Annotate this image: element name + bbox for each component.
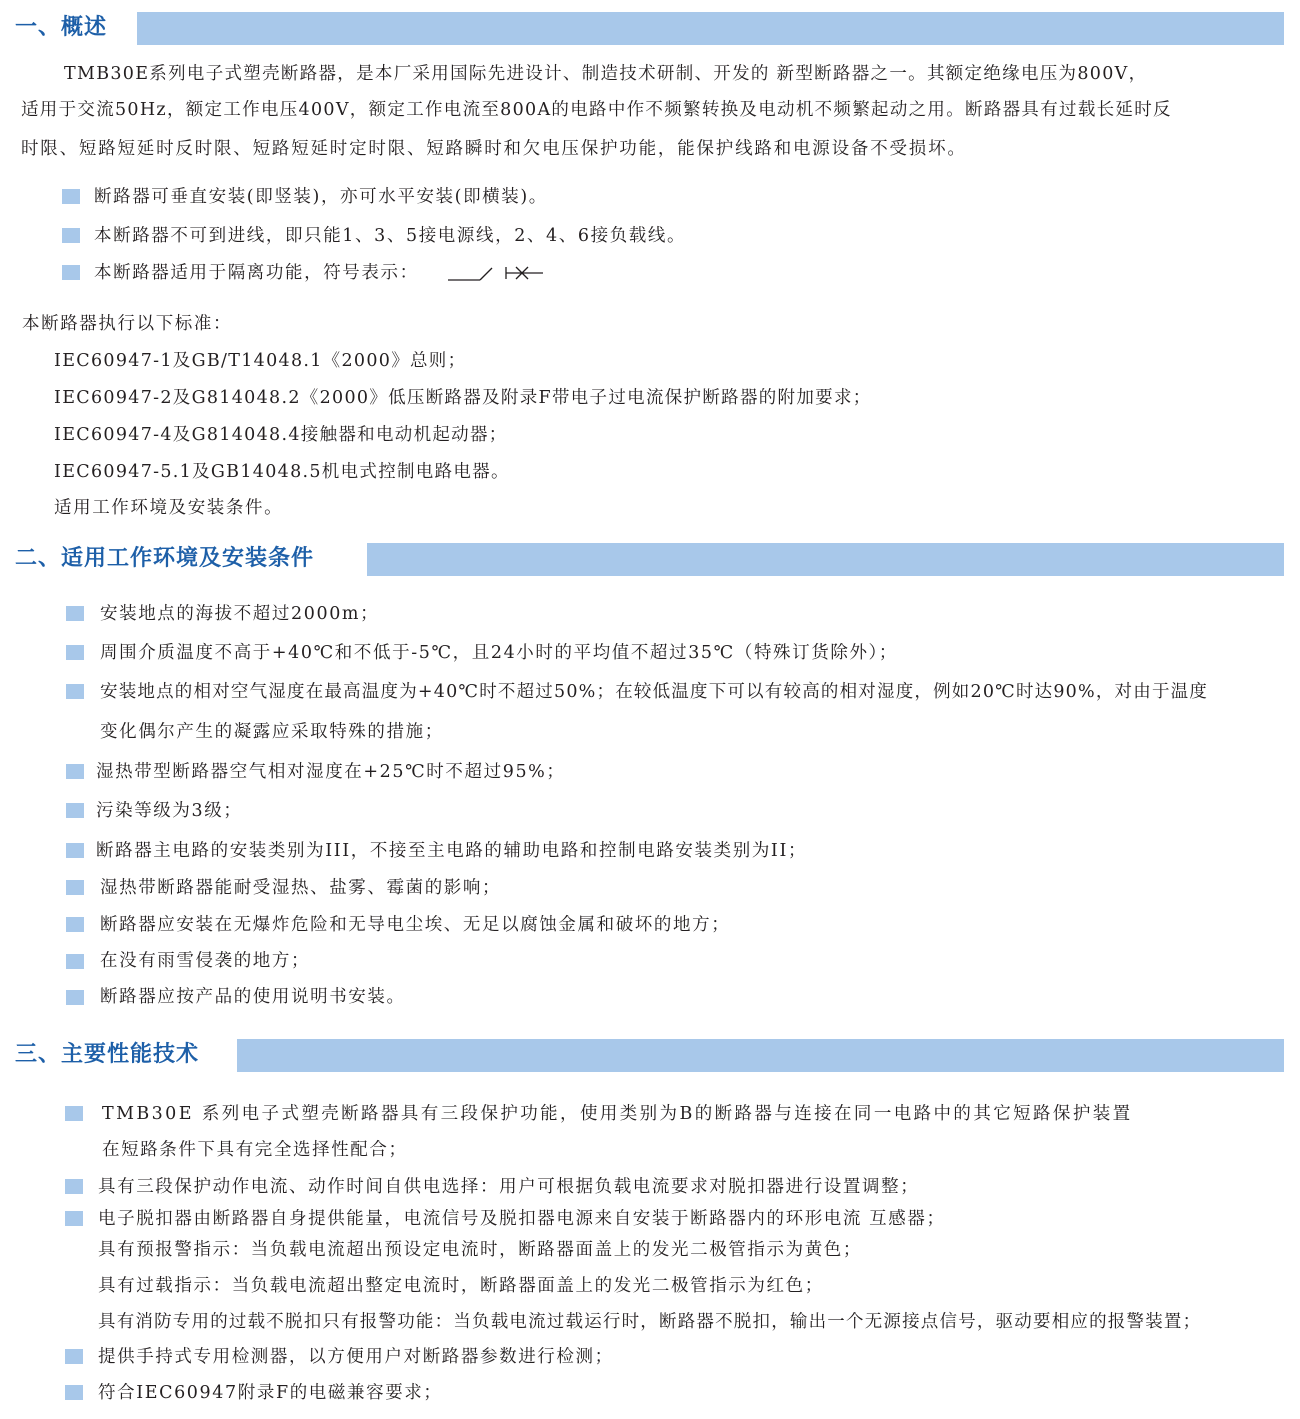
section-header-bar bbox=[367, 543, 1284, 576]
bullet-square-icon bbox=[65, 1349, 83, 1364]
bullet-text: 本断路器适用于隔离功能，符号表示： bbox=[94, 263, 419, 283]
standards-intro: 本断路器执行以下标准： bbox=[22, 314, 233, 334]
bullet-square-icon bbox=[66, 954, 84, 969]
bullet-square-icon bbox=[66, 764, 84, 779]
intro-line: 适用于交流50Hz，额定工作电压400V，额定工作电流至800A的电路中作不频繁转换及电动机不频繁起动之用。断路器具有过载长延时反 bbox=[21, 100, 1172, 120]
section-header bbox=[0, 543, 1300, 577]
bullet-text: 符合IEC60947附录F的电磁兼容要求； bbox=[98, 1383, 443, 1403]
bullet-square-icon bbox=[65, 1106, 83, 1121]
bullet-square-icon bbox=[66, 684, 84, 699]
section-header bbox=[0, 12, 1300, 46]
isolator-symbol-icon bbox=[446, 262, 546, 284]
section-title: 二、适用工作环境及安装条件 bbox=[15, 546, 315, 571]
bullet-square-icon bbox=[66, 880, 84, 895]
standard-item: 适用工作环境及安装条件。 bbox=[54, 498, 284, 518]
bullet-text-continued: 在短路条件下具有完全选择性配合； bbox=[102, 1140, 408, 1160]
bullet-square-icon bbox=[65, 1385, 83, 1400]
bullet-text: 本断路器不可到进线，即只能1、3、5接电源线，2、4、6接负载线。 bbox=[94, 226, 687, 246]
bullet-square-icon bbox=[65, 1179, 83, 1194]
bullet-text: 提供手持式专用检测器，以方便用户对断路器参数进行检测； bbox=[98, 1347, 614, 1367]
bullet-text: 断路器主电路的安装类别为III，不接至主电路的辅助电路和控制电路安装类别为II； bbox=[96, 841, 808, 861]
bullet-text-continued: 变化偶尔产生的凝露应采取特殊的措施； bbox=[100, 722, 444, 742]
intro-line: 时限、短路短延时反时限、短路短延时定时限、短路瞬时和欠电压保护功能，能保护线路和电源设备不受损坏。 bbox=[21, 139, 967, 159]
bullet-text: 断路器应安装在无爆炸危险和无导电尘埃、无足以腐蚀金属和破坏的地方； bbox=[100, 915, 731, 935]
bullet-square-icon bbox=[66, 645, 84, 660]
section-header bbox=[0, 1039, 1300, 1073]
feature-line: 具有消防专用的过载不脱扣只有报警功能：当负载电流过载运行时，断路器不脱扣，输出一个无源接点信号，驱动要相应的报警装置； bbox=[98, 1312, 1202, 1332]
standard-item: IEC60947-5.1及GB14048.5机电式控制电路电器。 bbox=[54, 462, 510, 482]
bullet-square-icon bbox=[66, 990, 84, 1005]
bullet-square-icon bbox=[65, 1211, 83, 1226]
bullet-text: 断路器应按产品的使用说明书安装。 bbox=[100, 987, 406, 1007]
bullet-text: 周围介质温度不高于+40℃和不低于-5℃，且24小时的平均值不超过35℃（特殊订货除外）； bbox=[100, 643, 898, 663]
section-title: 一、概述 bbox=[15, 15, 108, 40]
bullet-square-icon bbox=[62, 228, 80, 243]
bullet-square-icon bbox=[66, 917, 84, 932]
intro-line: TMB30E系列电子式塑壳断路器，是本厂采用国际先进设计、制造技术研制、开发的 新型断路器之一。其额定绝缘电压为800V， bbox=[64, 64, 1148, 84]
standard-item: IEC60947-4及G814048.4接触器和电动机起动器； bbox=[54, 425, 508, 445]
bullet-text: 断路器可垂直安装(即竖装)，亦可水平安装(即横装)。 bbox=[94, 187, 548, 207]
bullet-text: 电子脱扣器由断路器自身提供能量，电流信号及脱扣器电源来自安装于断路器内的环形电流 互感器； bbox=[98, 1209, 946, 1229]
bullet-square-icon bbox=[62, 189, 80, 204]
bullet-text: 湿热带型断路器空气相对湿度在+25℃时不超过95%； bbox=[96, 762, 566, 782]
feature-line: 具有预报警指示：当负载电流超出预设定电流时，断路器面盖上的发光二极管指示为黄色； bbox=[98, 1240, 862, 1260]
bullet-text: 安装地点的相对空气湿度在最高温度为+40℃时不超过50%；在较低温度下可以有较高的相对湿度，例如20℃时达90%，对由于温度 bbox=[100, 682, 1209, 702]
section-header-bar bbox=[137, 12, 1284, 45]
bullet-text: TMB30E 系列电子式塑壳断路器具有三段保护功能，使用类别为B的断路器与连接在同一电路中的其它短路保护装置 bbox=[102, 1104, 1133, 1124]
standard-item: IEC60947-1及GB/T14048.1《2000》总则； bbox=[54, 351, 467, 371]
bullet-square-icon bbox=[66, 606, 84, 621]
standard-item: IEC60947-2及G814048.2《2000》低压断路器及附录F带电子过电流保护断路器的附加要求； bbox=[54, 388, 872, 408]
section-title: 三、主要性能技术 bbox=[15, 1042, 200, 1067]
bullet-text: 湿热带断路器能耐受湿热、盐雾、霉菌的影响； bbox=[100, 878, 502, 898]
bullet-text: 安装地点的海拔不超过2000m； bbox=[100, 604, 380, 624]
bullet-text: 污染等级为3级； bbox=[96, 801, 243, 821]
bullet-text: 在没有雨雪侵袭的地方； bbox=[100, 951, 311, 971]
section-header-bar bbox=[237, 1039, 1284, 1072]
bullet-square-icon bbox=[62, 265, 80, 280]
feature-line: 具有过载指示：当负载电流超出整定电流时，断路器面盖上的发光二极管指示为红色； bbox=[98, 1276, 824, 1296]
bullet-square-icon bbox=[66, 843, 84, 858]
bullet-square-icon bbox=[66, 803, 84, 818]
bullet-text: 具有三段保护动作电流、动作时间自供电选择：用户可根据负载电流要求对脱扣器进行设置调整； bbox=[98, 1177, 920, 1197]
